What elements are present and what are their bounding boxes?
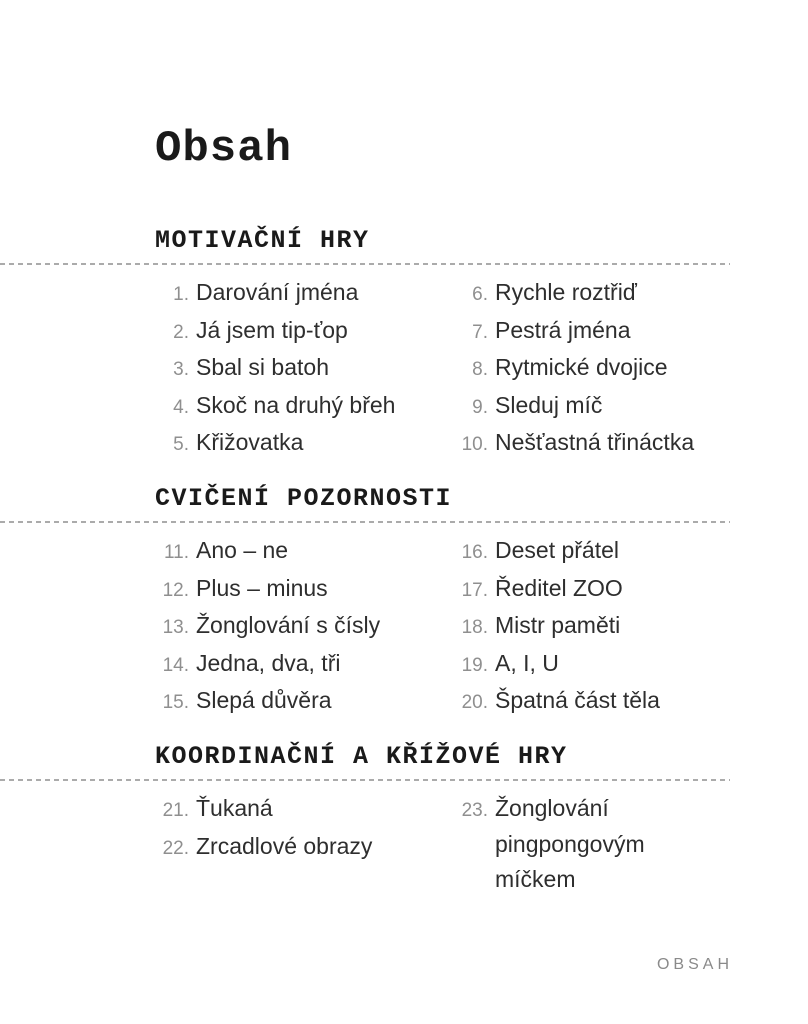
toc-entry-label: Já jsem tip-ťop	[196, 316, 348, 343]
toc-columns	[155, 275, 808, 463]
toc-entry-number: 7.	[472, 321, 488, 343]
toc-entry-number: 13.	[162, 617, 189, 638]
toc-entry-label: Křižovatka	[196, 429, 304, 455]
toc-entry	[454, 608, 808, 646]
toc-entry-number: 12.	[162, 579, 189, 601]
dashed-divider	[0, 521, 730, 523]
toc-entry	[155, 608, 454, 646]
toc-entry-number: 5.	[173, 434, 189, 455]
dashed-divider	[0, 263, 730, 265]
toc-entry	[155, 533, 454, 571]
toc-entry-number: 9.	[472, 396, 488, 418]
toc-column-left	[155, 275, 454, 463]
toc-section-koordinacni-hry	[155, 744, 808, 898]
toc-entry	[155, 646, 454, 684]
toc-section-motivacni-hry	[155, 228, 808, 463]
toc-entry-label: Ředitel ZOO	[495, 574, 623, 601]
toc-column-right	[454, 533, 808, 721]
toc-entry	[155, 829, 454, 867]
running-footer: OBSAH	[656, 956, 733, 973]
toc-columns	[155, 533, 808, 721]
toc-entry	[454, 791, 808, 898]
toc-entry	[454, 275, 808, 313]
toc-entry-number: 6.	[472, 284, 488, 305]
toc-entry-number: 20.	[461, 692, 488, 713]
toc-entry-number: 3.	[173, 359, 189, 380]
toc-entry	[454, 571, 808, 609]
toc-entry-number: 21.	[162, 800, 189, 821]
toc-entry-label: Žonglování s čísly	[196, 612, 381, 638]
toc-entry	[454, 683, 808, 721]
toc-entry-number: 22.	[162, 837, 189, 859]
toc-entry	[454, 533, 808, 571]
toc-entry-number: 16.	[461, 542, 488, 563]
toc-entry-number: 15.	[162, 692, 189, 713]
toc-entry-number: 11.	[163, 542, 189, 563]
toc-entry-label: Rytmické dvojice	[495, 354, 668, 380]
toc-entry-number: 2.	[173, 321, 189, 343]
toc-entry-number: 10.	[461, 434, 488, 455]
toc-entry-label: Skoč na druhý břeh	[196, 391, 396, 418]
toc-entry-label: Ano – ne	[196, 537, 289, 563]
toc-entry	[155, 571, 454, 609]
toc-entry-label: Mistr paměti	[495, 612, 621, 638]
toc-entry-number: 23.	[461, 800, 488, 821]
toc-column-left	[155, 533, 454, 721]
toc-entry-label: Deset přátel	[495, 537, 620, 563]
toc-entry-label: Pestrá jména	[495, 316, 631, 343]
toc-entry-number: 8.	[472, 359, 488, 380]
toc-entry-label: Darování jména	[196, 279, 359, 305]
toc-entry-label: Plus – minus	[196, 574, 328, 601]
toc-entry	[454, 388, 808, 426]
toc-entry-label: Nešťastná třináctka	[495, 429, 695, 455]
toc-entry	[155, 350, 454, 388]
section-heading: CVIČENÍ POZORNOSTI	[155, 484, 453, 513]
toc-entry	[454, 313, 808, 351]
toc-entry-label: Špatná část těla	[495, 687, 660, 713]
toc-column-right	[454, 275, 808, 463]
section-heading: KOORDINAČNÍ A KŘÍŽOVÉ HRY	[155, 742, 568, 771]
toc-section-cviceni-pozornosti	[155, 486, 808, 721]
toc-column-left	[155, 791, 454, 898]
toc-entry-number: 19.	[461, 654, 488, 676]
toc-entry-label: Ťukaná	[196, 795, 273, 821]
toc-entry	[155, 425, 454, 463]
toc-entry-number: 14.	[162, 654, 189, 676]
toc-entry-label: Rychle roztřiď	[495, 279, 637, 305]
toc-entry-label: Sleduj míč	[495, 391, 603, 418]
toc-entry-label: Slepá důvěra	[196, 687, 332, 713]
toc-entry	[454, 350, 808, 388]
toc-entry-number: 17.	[461, 579, 488, 601]
toc-entry-label: Žonglování pingpongovým míčkem	[495, 795, 645, 892]
toc-entry-label: A, I, U	[495, 649, 559, 676]
section-heading: MOTIVAČNÍ HRY	[155, 226, 370, 255]
page-title: Obsah	[155, 124, 293, 175]
toc-entry	[454, 646, 808, 684]
toc-entry	[155, 791, 454, 829]
toc-entry-number: 1.	[173, 284, 189, 305]
toc-entry-label: Jedna, dva, tři	[196, 649, 341, 676]
toc-entry	[155, 683, 454, 721]
toc-entry	[155, 388, 454, 426]
toc-entry	[155, 313, 454, 351]
toc-entry	[155, 275, 454, 313]
toc-column-right	[454, 791, 808, 898]
toc-entry-number: 4.	[173, 396, 189, 418]
dashed-divider	[0, 779, 730, 781]
toc-entry-number: 18.	[461, 617, 488, 638]
toc-entry-label: Sbal si batoh	[196, 354, 329, 380]
toc-entry-label: Zrcadlové obrazy	[196, 832, 373, 859]
toc-entry	[454, 425, 808, 463]
toc-columns	[155, 791, 808, 898]
